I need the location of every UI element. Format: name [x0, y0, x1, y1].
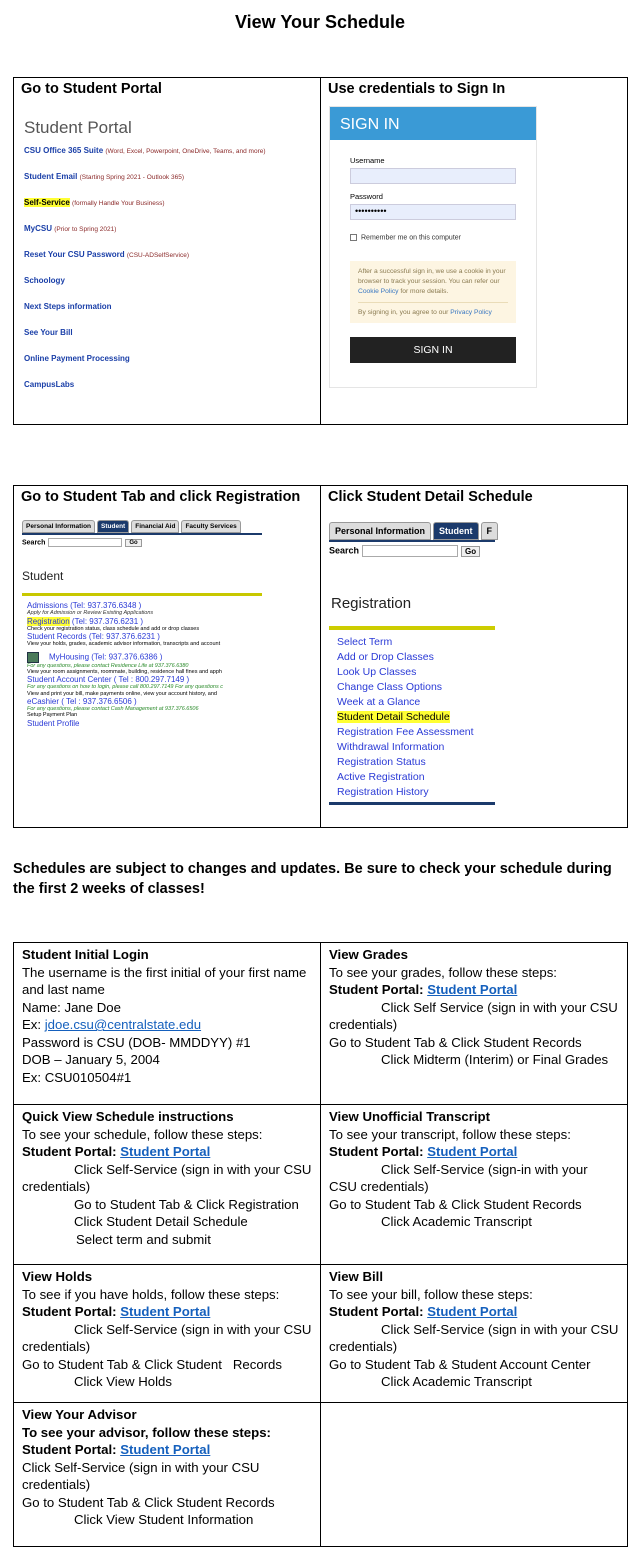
holds-cell: View Holds To see if you have holds, follow these steps: Student Portal: Student Portal Click Self-Service (sign in with your CSU credentials) Go to Student Tab & Click Student Records Click View Holds — [14, 1265, 321, 1403]
holds-portal-link[interactable]: Student Portal — [120, 1304, 211, 1320]
search-row: Search Go — [22, 538, 312, 547]
menu-withdrawal-information[interactable]: Withdrawal Information — [337, 741, 445, 753]
bill-portal-link[interactable]: Student Portal — [427, 1304, 518, 1320]
tab-student[interactable]: Student — [97, 520, 129, 533]
tab-f-right[interactable]: F — [481, 522, 499, 540]
portal-signin-table — [13, 77, 628, 425]
menu-registration-fee-assessment[interactable]: Registration Fee Assessment — [337, 726, 474, 738]
menu-registration-status[interactable]: Registration Status — [337, 756, 426, 768]
section1-right-header: Use credentials to Sign In — [328, 81, 506, 97]
empty-cell — [321, 1403, 628, 1547]
tab-faculty-services[interactable]: Faculty Services — [181, 520, 240, 533]
registration-table — [13, 485, 628, 828]
transcript-portal-link[interactable]: Student Portal — [427, 1144, 518, 1160]
student-heading: Student — [22, 569, 64, 583]
section1-left-header: Go to Student Portal — [21, 81, 162, 97]
tab-personal-information[interactable]: Personal Information — [22, 520, 95, 533]
student-portal-cell — [14, 78, 321, 425]
menu-week-at-a-glance[interactable]: Week at a Glance — [337, 696, 421, 708]
advisor-portal-link[interactable]: Student Portal — [120, 1442, 211, 1458]
housing-icon — [27, 652, 39, 663]
cookie-notice: After a successful sign in, we use a cookie in your browser to track your session. You can refer our Cookie Policy for more details. By signing in, you agree to our Privacy Policy — [350, 261, 516, 323]
tab-student-right[interactable]: Student — [433, 522, 479, 540]
search-input-right[interactable] — [362, 545, 458, 557]
example-email-link[interactable]: jdoe.csu@centralstate.edu — [44, 1017, 202, 1033]
menu-change-class-options[interactable]: Change Class Options — [337, 681, 443, 693]
menu-select-term[interactable]: Select Term — [337, 636, 393, 648]
portal-link-email[interactable]: Student Email (Starting Spring 2021 - Outlook 365) — [24, 172, 184, 181]
menu-look-up-classes[interactable]: Look Up Classes — [337, 666, 417, 678]
portal-link-online-payment[interactable]: Online Payment Processing — [24, 354, 130, 363]
portal-link-next-steps[interactable]: Next Steps information — [24, 302, 112, 311]
page-title: View Your Schedule — [234, 12, 406, 32]
password-label: Password — [350, 192, 383, 201]
student-detail-schedule-cell: Click Student Detail Schedule Personal Information Student F Search Go Registration Select Term Add or Drop Classes Look Up Classes Change Class Options Week at a Glance Student Detail Schedule Registration Fee Assessment Withdrawal Information Registration Status Active Registration Registration History — [321, 486, 628, 828]
password-input[interactable]: •••••••••• — [350, 204, 516, 220]
menu-add-drop-classes[interactable]: Add or Drop Classes — [337, 651, 434, 663]
registration-heading: Registration — [331, 595, 412, 612]
portal-link-see-bill[interactable]: See Your Bill — [24, 328, 73, 337]
registration-menu — [337, 636, 619, 798]
student-account-center-link[interactable]: Student Account Center ( Tel : 800.297.7149 ) — [27, 675, 190, 685]
signin-form — [329, 106, 537, 388]
remember-me-checkbox[interactable]: Remember me on this computer — [350, 234, 516, 241]
username-input[interactable] — [350, 168, 516, 184]
student-records-link[interactable]: Student Records (Tel: 937.376.6231 ) — [27, 632, 160, 641]
go-button-right[interactable]: Go — [461, 546, 480, 557]
signin-cell — [321, 78, 628, 425]
section2-left-header: Go to Student Tab and click Registration — [21, 489, 301, 505]
portal-link-reset-password[interactable]: Reset Your CSU Password (CSU-ADSelfService) — [24, 250, 189, 259]
banner-tabs-right — [329, 522, 619, 540]
username-label: Username — [350, 156, 385, 165]
portal-link-office365[interactable]: CSU Office 365 Suite (Word, Excel, Powerpoint, OneDrive, Teams, and more) — [24, 146, 266, 155]
view-grades-cell: View Grades To see your grades, follow these steps: Student Portal: Student Portal Click Self Service (sign in with your CSU credentials) Go to Student Tab & Click Student Records Click Midterm (Interim) or Final Grades — [321, 943, 628, 1105]
advisor-cell: View Your Advisor To see your advisor, follow these steps: Student Portal: Student Portal Click Self-Service (sign in with your CSU credentials) Go to Student Tab & Click Student Records Click View Student Information — [14, 1403, 321, 1547]
menu-student-detail-schedule[interactable]: Student Detail Schedule — [337, 711, 450, 723]
transcript-cell: View Unofficial Transcript To see your transcript, follow these steps: Student Portal: Student Portal Click Self-Service (sign-in with your CSU credentials) Go to Student Tab & Click Student Records Click Academic Transcript — [321, 1105, 628, 1265]
cookie-policy-link[interactable]: Cookie Policy — [358, 287, 399, 295]
instructions-table — [13, 942, 628, 1547]
student-profile-link[interactable]: Student Profile — [27, 718, 80, 728]
student-portal-title: Student Portal — [24, 118, 132, 137]
signin-button[interactable]: SIGN IN — [350, 337, 516, 363]
admissions-link[interactable]: Admissions (Tel: 937.376.6348 ) — [27, 601, 142, 610]
go-button[interactable]: Go — [125, 539, 141, 547]
student-tab-cell: Go to Student Tab and click Registration Personal Information Student Financial Aid Faculty Services Search Go Student Admissions (Tel: 937.376.6348 ) Apply for Admission or Review Existing Applications Registration (Tel: 937.376.6231 ) Check your registration status, class schedule and add or drop classes Student Records (Tel: 937.376.6231 ) View your holds, grades, academic advisor information, transcripts and account MyHousing (Tel: 937.376.6386 ) For any questions, please contact Residence Life at 937.376.6380 View your room assignments, roommate, building, residence hall fines and apph Student Account Center ( Tel : 800.297.7149 ) For any questions on how to login, please call 800.297.7149 For any questions c View and print your bill, make payments online, view your account history, and eCashier ( Tel : 937.376.6506 ) For any questions, please contact Cash Management at 937.376.6506 Setup Payment Plan Student Profile — [14, 486, 321, 828]
signin-header: SIGN IN — [330, 107, 536, 140]
tab-financial-aid[interactable]: Financial Aid — [131, 520, 179, 533]
portal-link-schoology[interactable]: Schoology — [24, 276, 65, 285]
bill-cell: View Bill To see your bill, follow these steps: Student Portal: Student Portal Click Self-Service (sign in with your CSU credentials) Go to Student Tab & Student Account Center Click Academic Transcript — [321, 1265, 628, 1403]
grades-portal-link[interactable]: Student Portal — [427, 982, 518, 998]
schedule-portal-link[interactable]: Student Portal — [120, 1144, 211, 1160]
tab-personal-information-right[interactable]: Personal Information — [329, 522, 431, 540]
portal-link-mycsu[interactable]: MyCSU (Prior to Spring 2021) — [24, 224, 117, 233]
registration-link[interactable]: Registration (Tel: 937.376.6231 ) — [27, 616, 144, 626]
portal-link-self-service[interactable]: Self-Service (formally Handle Your Business) — [24, 198, 165, 207]
menu-active-registration[interactable]: Active Registration — [337, 771, 425, 783]
search-input[interactable] — [48, 538, 122, 547]
ecashier-link[interactable]: eCashier ( Tel : 937.376.6506 ) — [27, 696, 137, 706]
initial-login-cell: Student Initial Login The username is the first initial of your first name and last name Name: Jane Doe Ex: jdoe.csu@centralstate.edu Password is CSU (DOB- MMDDYY) #1 DOB – January 5, 2004 Ex: CSU010504#1 — [14, 943, 321, 1105]
myhousing-link[interactable]: MyHousing (Tel: 937.376.6386 ) — [27, 652, 312, 663]
schedule-notice: Schedules are subject to changes and updates. Be sure to check your schedule during the first 2 weeks of classes! — [13, 861, 612, 897]
section2-right-header: Click Student Detail Schedule — [328, 489, 533, 505]
banner-tabs — [22, 520, 312, 533]
quick-schedule-cell: Quick View Schedule instructions To see your schedule, follow these steps: Student Portal: Student Portal Click Self-Service (sign in with your CSU credentials) Go to Student Tab & Click Registration Click Student Detail Schedule Select term and submit — [14, 1105, 321, 1265]
menu-registration-history[interactable]: Registration History — [337, 786, 429, 798]
portal-link-campuslabs[interactable]: CampusLabs — [24, 380, 75, 389]
privacy-policy-link[interactable]: Privacy Policy — [450, 308, 492, 316]
